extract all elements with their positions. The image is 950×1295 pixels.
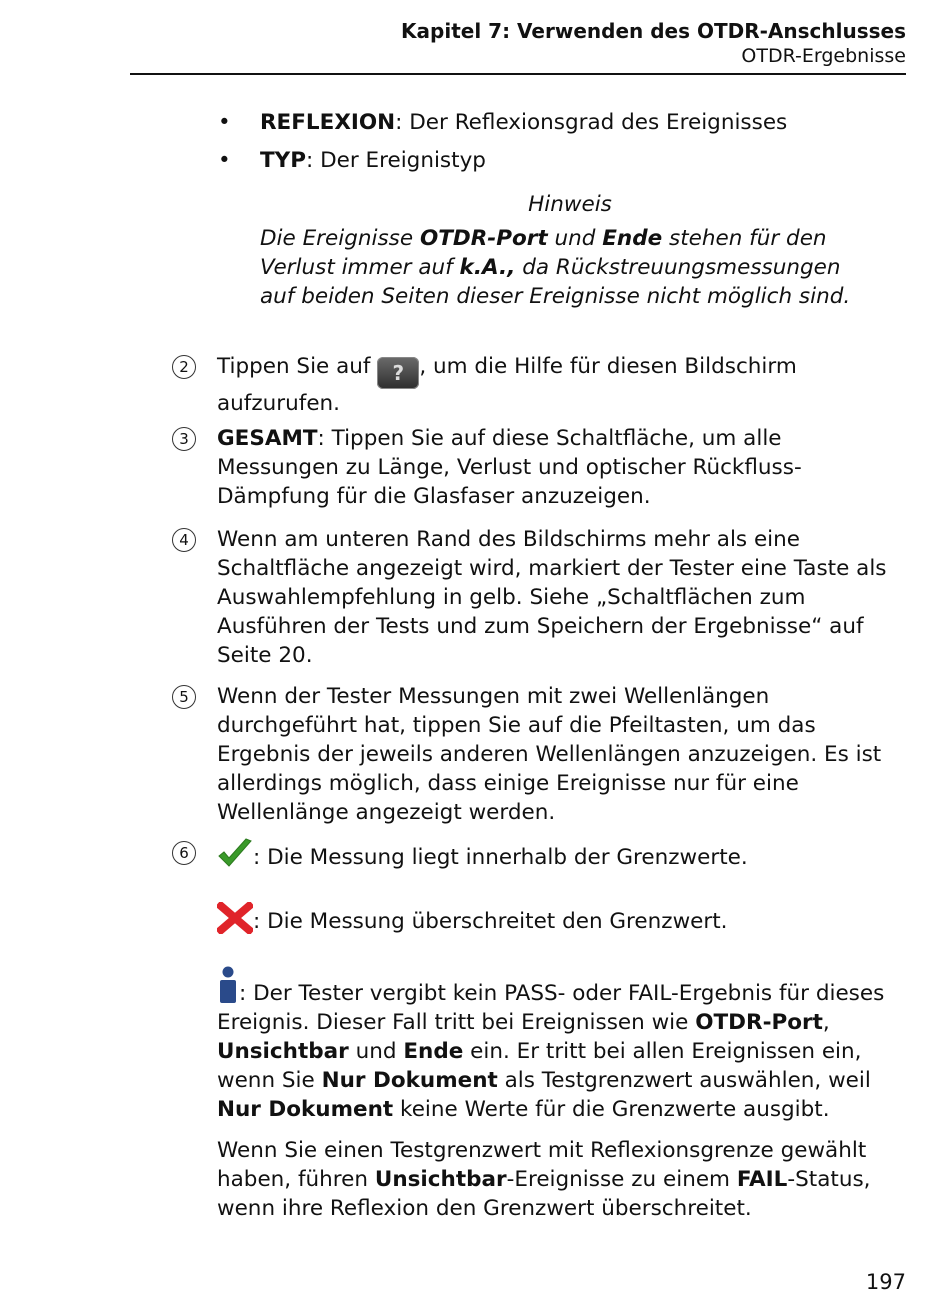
note-title: Hinweis <box>528 192 612 217</box>
info-icon <box>217 966 239 1004</box>
step-2: 2 Tippen Sie auf ? , um die Hilfe für diesen Bildschirm aufzurufen. <box>172 352 892 418</box>
list-term: REFLEXION <box>260 110 396 135</box>
x-icon <box>217 902 253 934</box>
note-text: Die Ereignisse OTDR-Port und Ende stehen für den Verlust immer auf k.A., da Rückstreuungsmessungen auf beiden Seiten dieser Ereignisse nicht möglich sind. <box>260 226 851 309</box>
step-6 <box>172 838 892 1235</box>
page-header <box>130 18 906 75</box>
field-list <box>216 108 876 184</box>
step-number: 3 <box>172 427 196 451</box>
section-title: OTDR-Ergebnisse <box>741 45 906 67</box>
step-number: 2 <box>172 355 196 379</box>
step-3: 3 GESAMT: Tippen Sie auf diese Schaltfläche, um alle Messungen zu Länge, Verlust und optischer Rückfluss-Dämpfung für die Glasfaser anzuzeigen. <box>172 424 892 511</box>
list-item <box>216 108 876 137</box>
checkmark-icon <box>217 838 253 870</box>
help-button-icon: ? <box>377 357 419 389</box>
info-paragraph: : Der Tester vergibt kein PASS- oder FAIL-Ergebnis für dieses Ereignis. Dieser Fall tritt bei Ereignissen wie OTDR-Port, Unsichtbar und Ende ein. Er tritt bei allen Ereignissen ein, wenn Sie Nur Dokument als Testgrenzwert auswählen, weil Nur Dokument keine Werte für die Grenzwerte ausgibt. <box>217 966 892 1124</box>
pass-row: : Die Messung liegt innerhalb der Grenzwerte. <box>217 838 892 872</box>
step-term: GESAMT <box>217 426 318 451</box>
list-item <box>216 146 876 175</box>
step-number: 6 <box>172 841 196 865</box>
page-number: 197 <box>865 1270 906 1294</box>
step-5: 5 Wenn der Tester Messungen mit zwei Wellenlängen durchgeführt hat, tippen Sie auf die Pfeiltasten, um das Ergebnis der jeweils anderen Wellenlängen anzuzeigen. Es ist allerdings möglich, dass einige Ereignisse nur für eine Wellenlänge angezeigt werden. <box>172 682 892 827</box>
step-number: 5 <box>172 685 196 709</box>
step-number: 4 <box>172 528 196 552</box>
reflection-paragraph: Wenn Sie einen Testgrenzwert mit Reflexionsgrenze gewählt haben, führen Unsichtbar-Ereignisse zu einem FAIL-Status, wenn ihre Reflexion den Grenzwert überschreitet. <box>217 1138 871 1221</box>
list-term: TYP <box>260 148 306 173</box>
fail-row: : Die Messung überschreitet den Grenzwert. <box>217 902 892 936</box>
chapter-title: Kapitel 7: Verwenden des OTDR-Anschlusses <box>401 19 906 43</box>
note-box <box>260 190 880 311</box>
list-text: : Der Reflexionsgrad des Ereignisses <box>395 110 788 135</box>
list-text: : Der Ereignistyp <box>306 148 486 173</box>
step-4: 4 Wenn am unteren Rand des Bildschirms mehr als eine Schaltfläche angezeigt wird, markiert der Tester eine Taste als Auswahlempfehlung in gelb. Siehe „Schaltflächen zum Ausführen der Tests und zum Speichern der Ergebnisse“ auf Seite 20. <box>172 525 892 670</box>
